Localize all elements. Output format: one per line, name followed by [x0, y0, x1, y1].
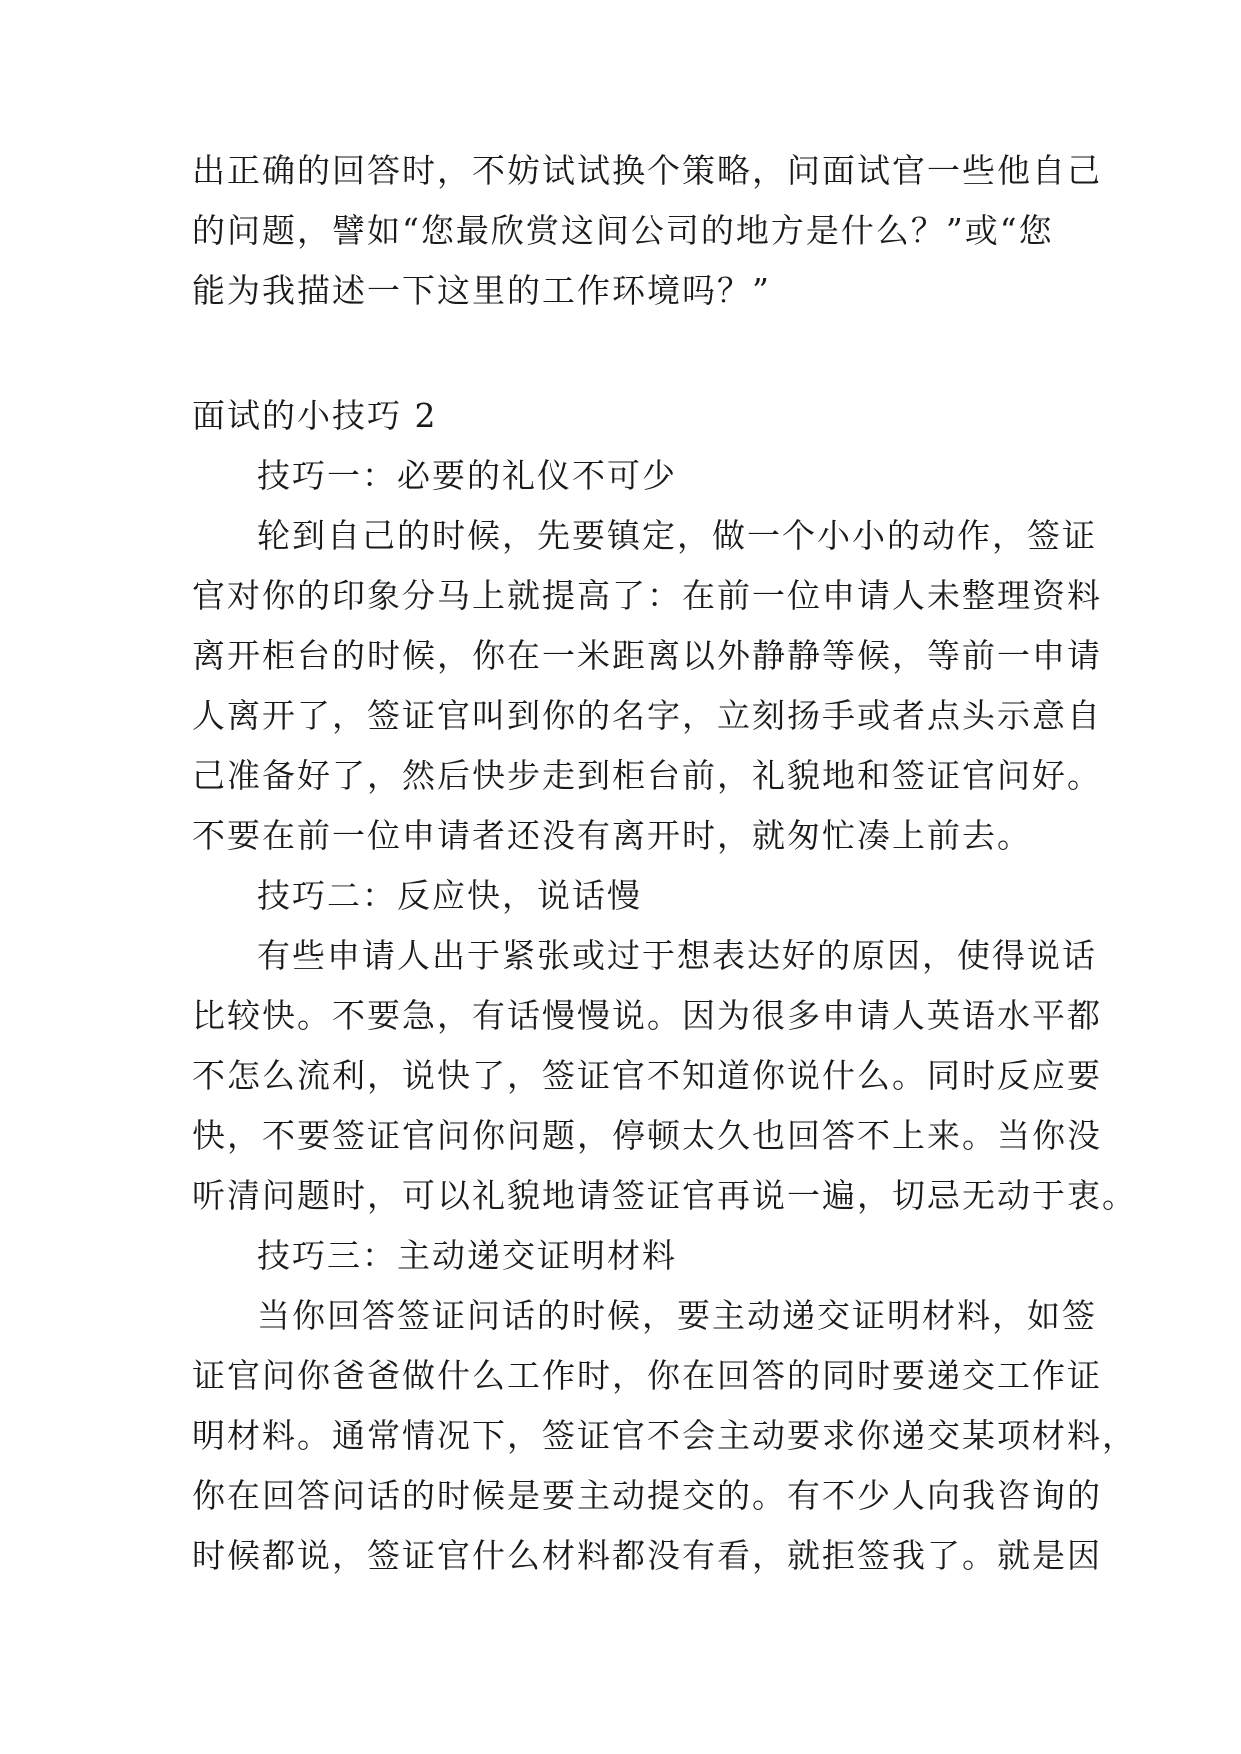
paragraph-line: 快，不要签证官问你问题，停顿太久也回答不上来。当你没: [192, 1116, 1102, 1155]
paragraph-line: 当你回答签证问话的时候，要主动递交证明材料，如签: [257, 1296, 1097, 1335]
paragraph-line: 听清问题时，可以礼貌地请签证官再说一遍，切忌无动于衷。: [192, 1176, 1137, 1215]
paragraph-line: 己准备好了，然后快步走到柜台前，礼貌地和签证官问好。: [192, 756, 1102, 795]
paragraph-line: 出正确的回答时，不妨试试换个策略，问面试官一些他自己: [192, 151, 1102, 190]
paragraph-line: 不要在前一位申请者还没有离开时，就匆忙凑上前去。: [192, 816, 1032, 855]
paragraph-line: 明材料。通常情况下，签证官不会主动要求你递交某项材料，: [192, 1416, 1137, 1455]
paragraph-line: 能为我描述一下这里的工作环境吗？”: [192, 271, 771, 310]
subheading-tip-1: 技巧一：必要的礼仪不可少: [257, 456, 677, 495]
paragraph-line: 不怎么流利，说快了，签证官不知道你说什么。同时反应要: [192, 1056, 1102, 1095]
paragraph-line: 轮到自己的时候，先要镇定，做一个小小的动作，签证: [257, 516, 1097, 555]
paragraph-line: 人离开了，签证官叫到你的名字，立刻扬手或者点头示意自: [192, 696, 1102, 735]
subheading-tip-2: 技巧二：反应快，说话慢: [257, 876, 642, 915]
paragraph-line: 你在回答问话的时候是要主动提交的。有不少人向我咨询的: [192, 1476, 1102, 1515]
paragraph-line: 离开柜台的时候，你在一米距离以外静静等候，等前一申请: [192, 636, 1102, 675]
paragraph-line: 证官问你爸爸做什么工作时，你在回答的同时要递交工作证: [192, 1356, 1102, 1395]
section-heading: 面试的小技巧 2: [192, 396, 438, 435]
subheading-tip-3: 技巧三：主动递交证明材料: [257, 1236, 677, 1275]
paragraph-line: 有些申请人出于紧张或过于想表达好的原因，使得说话: [257, 936, 1097, 975]
paragraph-line: 的问题，譬如“您最欣赏这间公司的地方是什么？”或“您: [192, 211, 1054, 250]
paragraph-line: 比较快。不要急，有话慢慢说。因为很多申请人英语水平都: [192, 996, 1102, 1035]
paragraph-line: 官对你的印象分马上就提高了：在前一位申请人未整理资料: [192, 576, 1102, 615]
paragraph-line: 时候都说，签证官什么材料都没有看，就拒签我了。就是因: [192, 1536, 1102, 1575]
